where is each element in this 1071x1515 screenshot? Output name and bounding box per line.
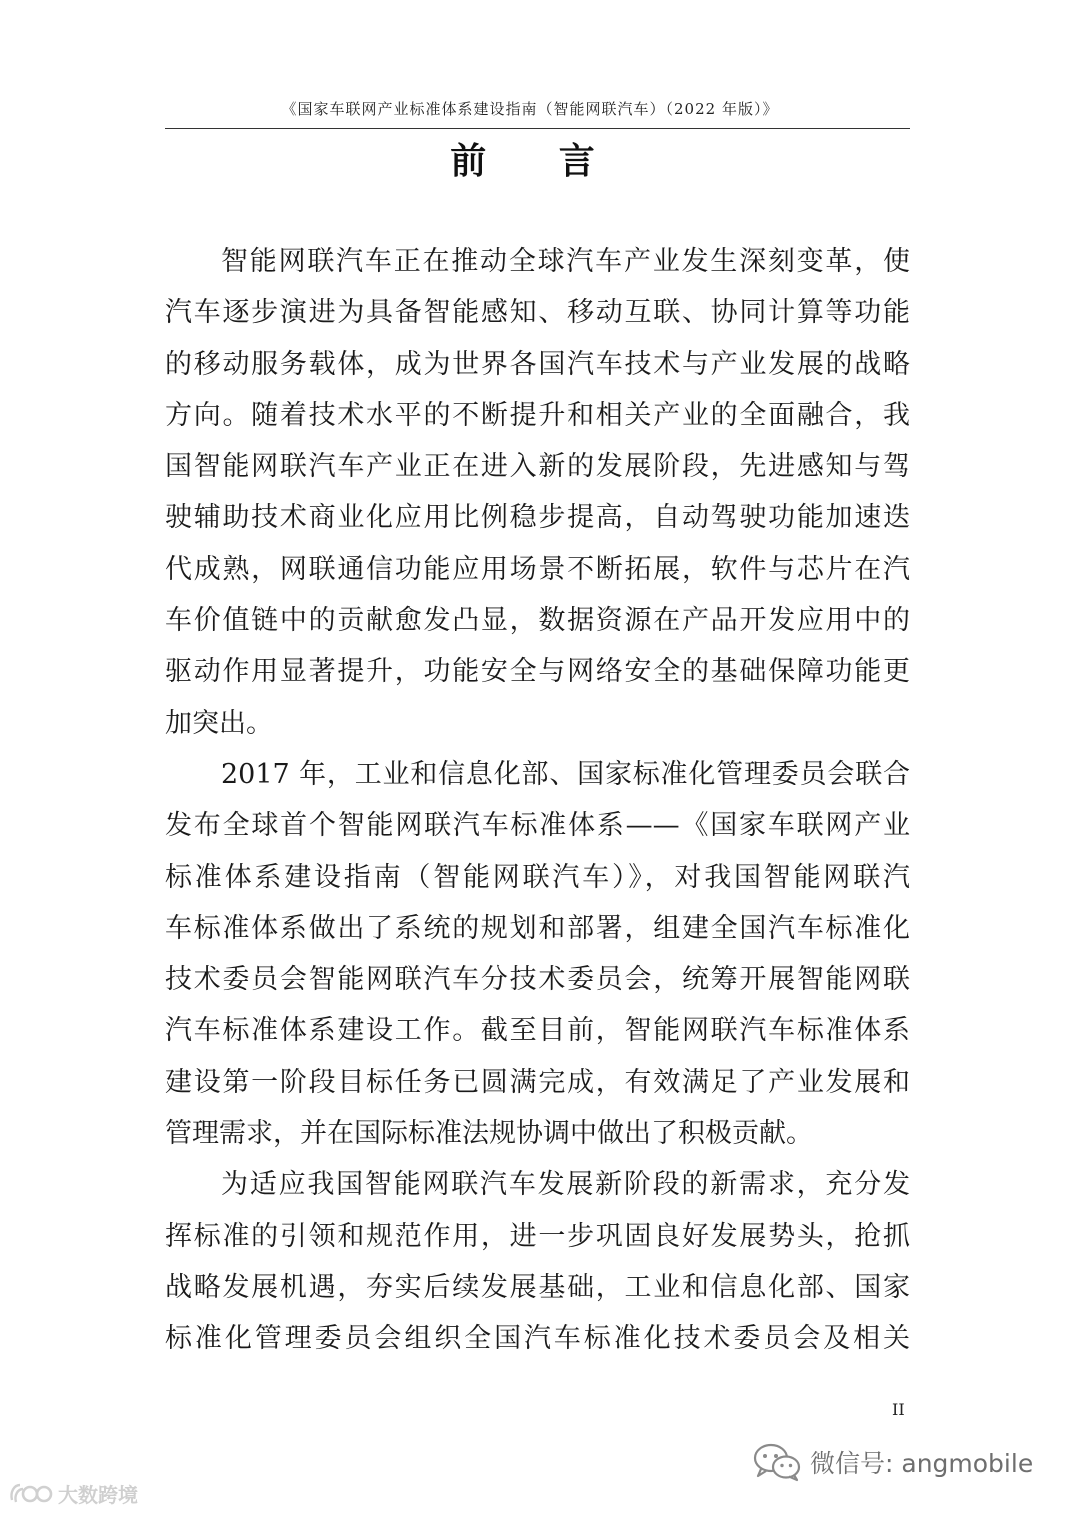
- text-line: 加突出。: [165, 707, 273, 739]
- wechat-watermark: [752, 1442, 1033, 1482]
- text-line: 驱动作用显著提升，功能安全与网络安全的基础保障功能更: [165, 656, 910, 688]
- page-number: II: [892, 1400, 905, 1419]
- text-line: 建设第一阶段目标任务已圆满完成，有效满足了产业发展和: [165, 1066, 910, 1098]
- text-line: 为适应我国智能网联汽车发展新阶段的新需求，充分发: [221, 1169, 910, 1201]
- header-rule: [165, 128, 910, 129]
- text-line: 智能网联汽车正在推动全球汽车产业发生深刻变革，使: [221, 246, 910, 277]
- wechat-id-text: 微信号: angmobile: [810, 1449, 1034, 1478]
- text-line: 车标准体系做出了系统的规划和部署，组建全国汽车标准化: [165, 912, 910, 944]
- running-header: 《国家车联网产业标准体系建设指南（智能网联汽车）（2022 年版）》: [281, 100, 779, 118]
- text-line: 的移动服务载体，成为世界各国汽车技术与产业发展的战略: [165, 348, 910, 380]
- page-title: 前 言: [450, 140, 625, 182]
- text-line: 战略发展机遇，夯实后续发展基础，工业和信息化部、国家: [165, 1271, 910, 1303]
- wechat-logo-icon: [752, 1442, 802, 1482]
- text-line: 汽车标准体系建设工作。截至目前，智能网联汽车标准体系: [165, 1015, 910, 1047]
- text-line: 驶辅助技术商业化应用比例稳步提高，自动驾驶功能加速迭: [165, 502, 910, 534]
- text-line: 国智能网联汽车产业正在进入新的发展阶段，先进感知与驾: [165, 451, 910, 483]
- text-line: 发布全球首个智能网联汽车标准体系——《国家车联网产业: [165, 810, 910, 842]
- text-line: 管理需求，并在国际标准法规协调中做出了积极贡献。: [165, 1118, 813, 1150]
- text-line: 技术委员会智能网联汽车分技术委员会，统筹开展智能网联: [165, 964, 910, 996]
- corner-brand-text: 大数跨境: [58, 1482, 138, 1507]
- text-line: 方向。随着技术水平的不断提升和相关产业的全面融合，我: [165, 399, 910, 431]
- text-line: 标准体系建设指南（智能网联汽车）》，对我国智能网联汽: [165, 861, 910, 893]
- text-line: 代成熟，网联通信功能应用场景不断拓展，软件与芯片在汽: [165, 553, 910, 585]
- text-line: 2017 年，工业和信息化部、国家标准化管理委员会联合: [221, 758, 910, 790]
- text-line: 挥标准的引领和规范作用，进一步巩固良好发展势头，抢抓: [165, 1220, 910, 1252]
- text-line: 标准化管理委员会组织全国汽车标准化技术委员会及相关: [165, 1323, 910, 1355]
- text-line: 车价值链中的贡献愈发凸显，数据资源在产品开发应用中的: [165, 605, 910, 637]
- brand-logo-icon: [8, 1480, 56, 1506]
- corner-watermark: [8, 1478, 138, 1508]
- body-text: [165, 236, 910, 1365]
- text-line: 汽车逐步演进为具备智能感知、移动互联、协同计算等功能: [165, 297, 910, 329]
